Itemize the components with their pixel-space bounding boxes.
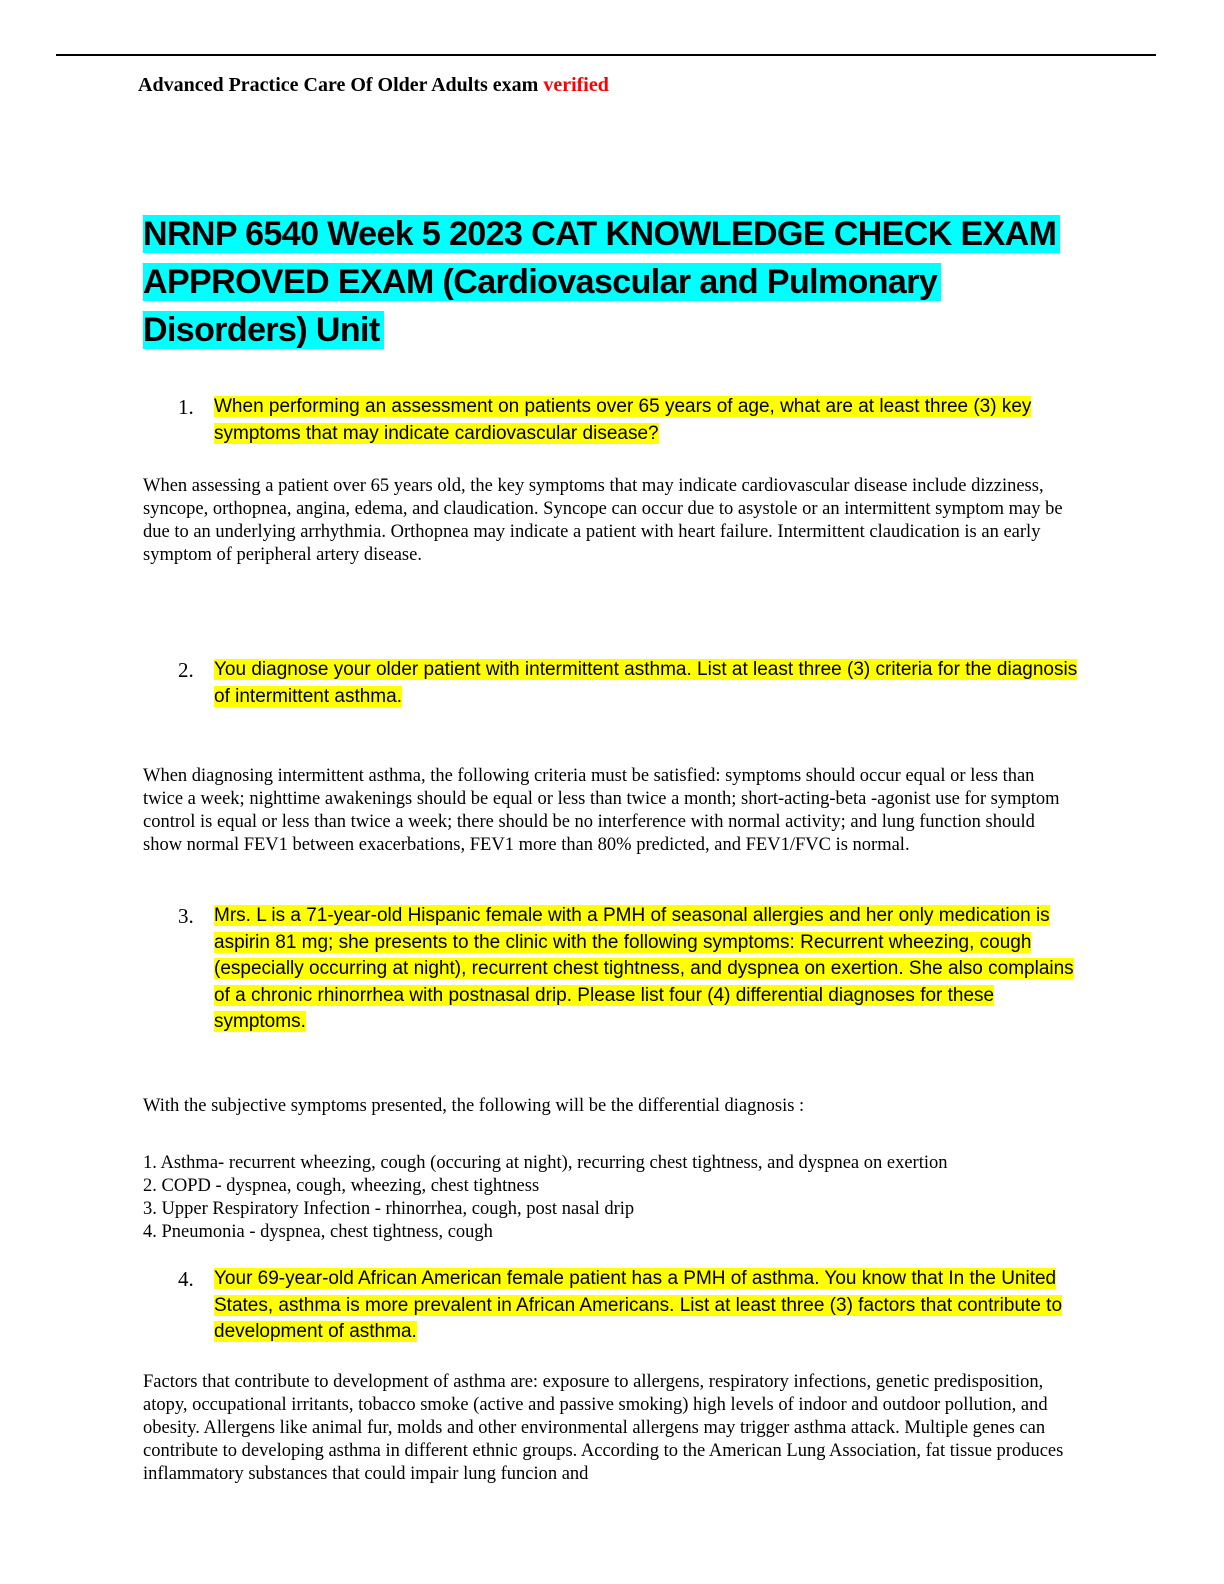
differential-list: [143, 1152, 1078, 1244]
answer-2: When diagnosing intermittent asthma, the following criteria must be satisfied: symptoms should occur equal or less than twice a week; nighttime awakenings should be equal or less than twice a month; short-acting-beta -agonist use for symptom control is equal or less than twice a week; there should be no interference with normal activity; and lung function should show normal FEV1 between exacerbations, FEV1 more than 80% predicted, and FEV1/FVC is normal.: [143, 766, 1060, 855]
question-4: [178, 1266, 1078, 1346]
question-number: 4.: [178, 1267, 194, 1291]
top-rule: [56, 54, 1156, 56]
question-number: 3.: [178, 904, 194, 928]
answer-1: When assessing a patient over 65 years old, the key symptoms that may indicate cardiovascular disease include dizziness, syncope, orthopnea, angina, edema, and claudication. Syncope can occur due to asystole or an intermittent symptom may be due to an underlying arrhythmia. Orthopnea may indicate a patient with heart failure. Intermittent claudication is an early symptom of peripheral artery disease.: [143, 476, 1063, 565]
list-item: 2. COPD - dyspnea, cough, wheezing, chest tightness: [143, 1176, 540, 1196]
list-item: 3. Upper Respiratory Infection - rhinorrhea, cough, post nasal drip: [143, 1199, 635, 1219]
list-item: 4. Pneumonia - dyspnea, chest tightness, cough: [143, 1222, 493, 1242]
question-2: [178, 657, 1078, 710]
question-text: When performing an assessment on patients over 65 years of age, what are at least three (3) key symptoms that may indicate cardiovascular disease?: [214, 396, 1032, 444]
list-item: 1. Asthma- recurrent wheezing, cough (occuring at night), recurring chest tightness, and dyspnea on exertion: [143, 1153, 948, 1173]
exam-title-line-2: APPROVED EXAM (Cardiovascular and Pulmonary: [143, 263, 941, 301]
exam-title-line-3: Disorders) Unit: [143, 311, 384, 349]
question-number: 2.: [178, 658, 194, 682]
document-header: [138, 72, 609, 98]
header-title: Advanced Practice Care Of Older Adults exam: [138, 74, 544, 96]
question-text: Your 69-year-old African American female patient has a PMH of asthma. You know that In the United States, asthma is more prevalent in African Americans. List at least three (3) factors that contribute to development of asthma.: [214, 1268, 1063, 1342]
verified-label: verified: [543, 74, 609, 96]
question-1: [178, 394, 1078, 447]
exam-title: [143, 210, 1103, 354]
answer-3: With the subjective symptoms presented, the following will be the differential diagnosis :: [143, 1096, 805, 1116]
exam-title-line-1: NRNP 6540 Week 5 2023 CAT KNOWLEDGE CHECK EXAM: [143, 215, 1060, 253]
question-text: You diagnose your older patient with intermittent asthma. List at least three (3) criteria for the diagnosis of intermittent asthma.: [214, 659, 1078, 707]
question-number: 1.: [178, 395, 194, 419]
answer-4: Factors that contribute to development of asthma are: exposure to allergens, respiratory infections, genetic predisposition, atopy, occupational irritants, tobacco smoke (active and passive smoking) high levels of indoor and outdoor pollution, and obesity. Allergens like animal fur, molds and other environmental allergens may trigger asthma attack. Multiple genes can contribute to developing asthma in different ethnic groups. According to the American Lung Association, fat tissue produces inflammatory substances that could impair lung funcion and: [143, 1372, 1064, 1484]
question-3: [178, 903, 1078, 1036]
question-text: Mrs. L is a 71-year-old Hispanic female with a PMH of seasonal allergies and her only medication is aspirin 81 mg; she presents to the clinic with the following symptoms: Recurrent wheezing, cough (especially occurring at night), recurrent chest tightness, and dyspnea on exertion. She also complains of a chronic rhinorrhea with postnasal drip. Please list four (4) differential diagnoses for these symptoms.: [214, 905, 1074, 1032]
